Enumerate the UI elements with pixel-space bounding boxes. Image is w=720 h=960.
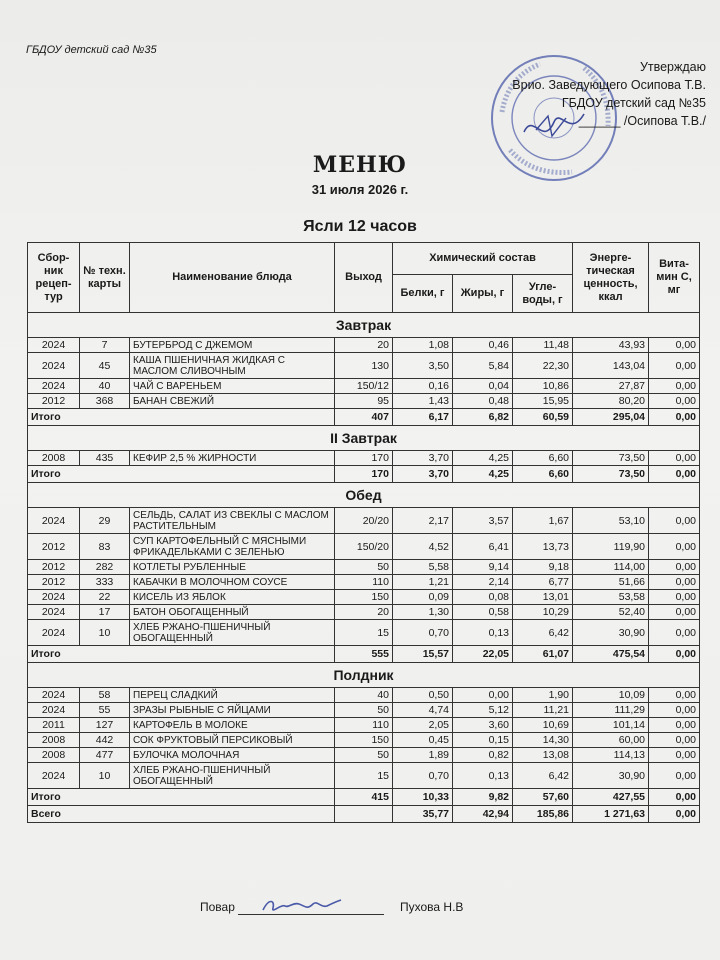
dish-name-cell: КИСЕЛЬ ИЗ ЯБЛОК [130, 590, 335, 605]
total-row [28, 466, 700, 483]
carbs-cell: 10,69 [513, 718, 573, 733]
energy-cell: 114,00 [573, 560, 649, 575]
collection-cell: 2012 [28, 560, 80, 575]
col-dish: Наименование блюда [130, 243, 335, 313]
dish-name-cell: СОК ФРУКТОВЫЙ ПЕРСИКОВЫЙ [130, 733, 335, 748]
fat-cell: 6,82 [453, 409, 513, 426]
output-cell: 555 [335, 646, 393, 663]
approve-line-1: Утверждаю [639, 60, 706, 74]
dish-name-cell: СЕЛЬДЬ, САЛАТ ИЗ СВЕКЛЫ С МАСЛОМ РАСТИТЕЛЬНЫМ [130, 508, 335, 534]
output-cell: 40 [335, 688, 393, 703]
fat-cell: 0,15 [453, 733, 513, 748]
fat-cell: 3,57 [453, 508, 513, 534]
protein-cell: 1,43 [393, 394, 453, 409]
carbs-cell: 185,86 [513, 806, 573, 823]
card-cell: 7 [80, 338, 130, 353]
energy-cell: 53,10 [573, 508, 649, 534]
fat-cell: 0,04 [453, 379, 513, 394]
dish-name-cell: БУТЕРБРОД С ДЖЕМОМ [130, 338, 335, 353]
protein-cell: 2,17 [393, 508, 453, 534]
carbs-cell: 10,86 [513, 379, 573, 394]
collection-cell: 2008 [28, 733, 80, 748]
table-row [28, 379, 700, 394]
output-cell: 130 [335, 353, 393, 379]
total-row [28, 789, 700, 806]
fat-cell: 4,25 [453, 466, 513, 483]
output-cell: 50 [335, 748, 393, 763]
section-title: Полдник [28, 663, 700, 688]
protein-cell: 4,52 [393, 534, 453, 560]
protein-cell: 5,58 [393, 560, 453, 575]
fat-cell: 22,05 [453, 646, 513, 663]
fat-cell: 0,82 [453, 748, 513, 763]
org-name: ГБДОУ детский сад №35 [26, 44, 157, 56]
vitamin-cell: 0,00 [649, 466, 700, 483]
carbs-cell: 11,48 [513, 338, 573, 353]
output-cell: 95 [335, 394, 393, 409]
protein-cell: 0,09 [393, 590, 453, 605]
energy-cell: 475,54 [573, 646, 649, 663]
table-row [28, 353, 700, 379]
fat-cell: 9,82 [453, 789, 513, 806]
vitamin-cell: 0,00 [649, 718, 700, 733]
dish-name-cell: ЗРАЗЫ РЫБНЫЕ С ЯЙЦАМИ [130, 703, 335, 718]
protein-cell: 0,16 [393, 379, 453, 394]
card-cell: 58 [80, 688, 130, 703]
carbs-cell: 6,42 [513, 620, 573, 646]
table-row [28, 590, 700, 605]
protein-cell: 3,70 [393, 466, 453, 483]
dish-name-cell: КАРТОФЕЛЬ В МОЛОКЕ [130, 718, 335, 733]
fat-cell: 0,58 [453, 605, 513, 620]
dish-name-cell: БАТОН ОБОГАЩЕННЫЙ [130, 605, 335, 620]
table-row [28, 748, 700, 763]
dish-name-cell: ХЛЕБ РЖАНО-ПШЕНИЧНЫЙ ОБОГАЩЕННЫЙ [130, 763, 335, 789]
grand-total-row [28, 806, 700, 823]
card-cell: 29 [80, 508, 130, 534]
energy-cell: 73,50 [573, 466, 649, 483]
energy-cell: 73,50 [573, 451, 649, 466]
output-cell: 170 [335, 451, 393, 466]
carbs-cell: 13,01 [513, 590, 573, 605]
energy-cell: 80,20 [573, 394, 649, 409]
protein-cell: 1,30 [393, 605, 453, 620]
table-row [28, 338, 700, 353]
output-cell: 407 [335, 409, 393, 426]
section-header [28, 663, 700, 688]
total-row [28, 409, 700, 426]
fat-cell: 0,08 [453, 590, 513, 605]
carbs-cell: 15,95 [513, 394, 573, 409]
dish-name-cell: ПЕРЕЦ СЛАДКИЙ [130, 688, 335, 703]
output-cell: 150/20 [335, 534, 393, 560]
collection-cell: 2024 [28, 508, 80, 534]
col-vitamin: Вита-мин С, мг [649, 243, 700, 313]
energy-cell: 30,90 [573, 763, 649, 789]
energy-cell: 53,58 [573, 590, 649, 605]
protein-cell: 0,45 [393, 733, 453, 748]
carbs-cell: 61,07 [513, 646, 573, 663]
section-title: Завтрак [28, 313, 700, 338]
table-row [28, 703, 700, 718]
fat-cell: 6,41 [453, 534, 513, 560]
fat-cell: 5,84 [453, 353, 513, 379]
page-title: МЕНЮ [312, 152, 408, 178]
fat-cell: 3,60 [453, 718, 513, 733]
protein-cell: 6,17 [393, 409, 453, 426]
output-cell: 110 [335, 575, 393, 590]
energy-cell: 51,66 [573, 575, 649, 590]
vitamin-cell: 0,00 [649, 534, 700, 560]
collection-cell: 2024 [28, 620, 80, 646]
fat-cell: 2,14 [453, 575, 513, 590]
protein-cell: 10,33 [393, 789, 453, 806]
collection-cell: 2012 [28, 394, 80, 409]
dish-name-cell: КАБАЧКИ В МОЛОЧНОМ СОУСЕ [130, 575, 335, 590]
card-cell: 442 [80, 733, 130, 748]
vitamin-cell: 0,00 [649, 763, 700, 789]
protein-cell: 35,77 [393, 806, 453, 823]
vitamin-cell: 0,00 [649, 748, 700, 763]
vitamin-cell: 0,00 [649, 806, 700, 823]
fat-cell: 0,46 [453, 338, 513, 353]
signature-icon [255, 890, 345, 920]
card-cell: 17 [80, 605, 130, 620]
total-label-cell: Итого [28, 466, 335, 483]
menu-table [27, 242, 700, 823]
dish-name-cell: ХЛЕБ РЖАНО-ПШЕНИЧНЫЙ ОБОГАЩЕННЫЙ [130, 620, 335, 646]
carbs-cell: 6,77 [513, 575, 573, 590]
output-cell: 170 [335, 466, 393, 483]
energy-cell: 1 271,63 [573, 806, 649, 823]
energy-cell: 60,00 [573, 733, 649, 748]
fat-cell: 0,13 [453, 763, 513, 789]
section-header [28, 426, 700, 451]
signature-footer [0, 890, 720, 930]
carbs-cell: 10,29 [513, 605, 573, 620]
section-header [28, 483, 700, 508]
output-cell: 110 [335, 718, 393, 733]
protein-cell: 1,89 [393, 748, 453, 763]
fat-cell: 42,94 [453, 806, 513, 823]
vitamin-cell: 0,00 [649, 451, 700, 466]
vitamin-cell: 0,00 [649, 379, 700, 394]
card-cell: 333 [80, 575, 130, 590]
carbs-cell: 13,73 [513, 534, 573, 560]
col-energy: Энерге-тическая ценность, ккал [573, 243, 649, 313]
collection-cell: 2024 [28, 605, 80, 620]
output-cell: 150 [335, 733, 393, 748]
vitamin-cell: 0,00 [649, 560, 700, 575]
card-cell: 10 [80, 620, 130, 646]
vitamin-cell: 0,00 [649, 733, 700, 748]
protein-cell: 0,70 [393, 620, 453, 646]
dish-name-cell: КОТЛЕТЫ РУБЛЕННЫЕ [130, 560, 335, 575]
table-row [28, 605, 700, 620]
output-cell [335, 806, 393, 823]
col-fat: Жиры, г [453, 275, 513, 313]
carbs-cell: 9,18 [513, 560, 573, 575]
output-cell: 20 [335, 338, 393, 353]
output-cell: 20 [335, 605, 393, 620]
approve-line-3: ГБДОУ детский сад №35 [561, 96, 706, 110]
vitamin-cell: 0,00 [649, 688, 700, 703]
total-label-cell: Итого [28, 409, 335, 426]
cook-label: Повар [200, 900, 235, 914]
vitamin-cell: 0,00 [649, 353, 700, 379]
total-label-cell: Итого [28, 789, 335, 806]
fat-cell: 4,25 [453, 451, 513, 466]
collection-cell: 2024 [28, 353, 80, 379]
card-cell: 45 [80, 353, 130, 379]
total-row [28, 646, 700, 663]
collection-cell: 2024 [28, 338, 80, 353]
collection-cell: 2012 [28, 534, 80, 560]
vitamin-cell: 0,00 [649, 338, 700, 353]
carbs-cell: 57,60 [513, 789, 573, 806]
output-cell: 50 [335, 560, 393, 575]
section-title: Обед [28, 483, 700, 508]
card-cell: 282 [80, 560, 130, 575]
approval-block [446, 58, 706, 130]
col-card: № техн. карты [80, 243, 130, 313]
vitamin-cell: 0,00 [649, 703, 700, 718]
section-header [28, 313, 700, 338]
card-cell: 368 [80, 394, 130, 409]
card-cell: 55 [80, 703, 130, 718]
energy-cell: 427,55 [573, 789, 649, 806]
output-cell: 415 [335, 789, 393, 806]
protein-cell: 15,57 [393, 646, 453, 663]
carbs-cell: 1,67 [513, 508, 573, 534]
energy-cell: 52,40 [573, 605, 649, 620]
table-row [28, 733, 700, 748]
energy-cell: 114,13 [573, 748, 649, 763]
output-cell: 15 [335, 763, 393, 789]
card-cell: 127 [80, 718, 130, 733]
carbs-cell: 6,60 [513, 466, 573, 483]
card-cell: 477 [80, 748, 130, 763]
energy-cell: 27,87 [573, 379, 649, 394]
collection-cell: 2024 [28, 379, 80, 394]
collection-cell: 2012 [28, 575, 80, 590]
collection-cell: 2024 [28, 763, 80, 789]
approve-line-2: Врио. Заведующего Осипова Т.В. [512, 78, 706, 92]
collection-cell: 2024 [28, 688, 80, 703]
vitamin-cell: 0,00 [649, 508, 700, 534]
card-cell: 83 [80, 534, 130, 560]
dish-name-cell: СУП КАРТОФЕЛЬНЫЙ С МЯСНЫМИ ФРИКАДЕЛЬКАМИ С ЗЕЛЕНЬЮ [130, 534, 335, 560]
table-row [28, 560, 700, 575]
card-cell: 22 [80, 590, 130, 605]
col-protein: Белки, г [393, 275, 453, 313]
carbs-cell: 22,30 [513, 353, 573, 379]
energy-cell: 43,93 [573, 338, 649, 353]
output-cell: 150/12 [335, 379, 393, 394]
fat-cell: 0,48 [453, 394, 513, 409]
protein-cell: 0,70 [393, 763, 453, 789]
cook-name: Пухова Н.В [400, 900, 464, 914]
dish-name-cell: БУЛОЧКА МОЛОЧНАЯ [130, 748, 335, 763]
col-collection: Сбор-ник рецеп-тур [28, 243, 80, 313]
table-row [28, 508, 700, 534]
output-cell: 150 [335, 590, 393, 605]
output-cell: 50 [335, 703, 393, 718]
menu-date: 31 июля 2026 г. [311, 182, 409, 197]
dish-name-cell: БАНАН СВЕЖИЙ [130, 394, 335, 409]
carbs-cell: 14,30 [513, 733, 573, 748]
collection-cell: 2024 [28, 590, 80, 605]
table-row [28, 718, 700, 733]
vitamin-cell: 0,00 [649, 789, 700, 806]
carbs-cell: 11,21 [513, 703, 573, 718]
carbs-cell: 6,42 [513, 763, 573, 789]
output-cell: 15 [335, 620, 393, 646]
protein-cell: 1,21 [393, 575, 453, 590]
vitamin-cell: 0,00 [649, 605, 700, 620]
table-row [28, 620, 700, 646]
col-chem: Химический состав [393, 243, 573, 275]
vitamin-cell: 0,00 [649, 590, 700, 605]
total-label-cell: Итого [28, 646, 335, 663]
card-cell: 40 [80, 379, 130, 394]
carbs-cell: 60,59 [513, 409, 573, 426]
table-row [28, 688, 700, 703]
table-row [28, 534, 700, 560]
dish-name-cell: КАША ПШЕНИЧНАЯ ЖИДКАЯ С МАСЛОМ СЛИВОЧНЫМ [130, 353, 335, 379]
vitamin-cell: 0,00 [649, 409, 700, 426]
protein-cell: 2,05 [393, 718, 453, 733]
energy-cell: 30,90 [573, 620, 649, 646]
carbs-cell: 6,60 [513, 451, 573, 466]
vitamin-cell: 0,00 [649, 575, 700, 590]
table-row [28, 575, 700, 590]
energy-cell: 101,14 [573, 718, 649, 733]
energy-cell: 10,09 [573, 688, 649, 703]
fat-cell: 0,00 [453, 688, 513, 703]
collection-cell: 2011 [28, 718, 80, 733]
fat-cell: 9,14 [453, 560, 513, 575]
approve-line-4: ______ /Осипова Т.В./ [578, 114, 706, 128]
total-label-cell: Всего [28, 806, 335, 823]
protein-cell: 0,50 [393, 688, 453, 703]
collection-cell: 2024 [28, 703, 80, 718]
collection-cell: 2008 [28, 748, 80, 763]
table-row [28, 763, 700, 789]
carbs-cell: 13,08 [513, 748, 573, 763]
carbs-cell: 1,90 [513, 688, 573, 703]
protein-cell: 3,50 [393, 353, 453, 379]
fat-cell: 5,12 [453, 703, 513, 718]
energy-cell: 143,04 [573, 353, 649, 379]
section-title: II Завтрак [28, 426, 700, 451]
energy-cell: 119,90 [573, 534, 649, 560]
collection-cell: 2008 [28, 451, 80, 466]
table-row [28, 394, 700, 409]
energy-cell: 111,29 [573, 703, 649, 718]
protein-cell: 1,08 [393, 338, 453, 353]
output-cell: 20/20 [335, 508, 393, 534]
menu-subtitle: Ясли 12 часов [303, 218, 417, 235]
dish-name-cell: ЧАЙ С ВАРЕНЬЕМ [130, 379, 335, 394]
fat-cell: 0,13 [453, 620, 513, 646]
dish-name-cell: КЕФИР 2,5 % ЖИРНОСТИ [130, 451, 335, 466]
menu-body [28, 313, 700, 823]
vitamin-cell: 0,00 [649, 620, 700, 646]
vitamin-cell: 0,00 [649, 646, 700, 663]
table-row [28, 451, 700, 466]
energy-cell: 295,04 [573, 409, 649, 426]
card-cell: 10 [80, 763, 130, 789]
protein-cell: 3,70 [393, 451, 453, 466]
protein-cell: 4,74 [393, 703, 453, 718]
vitamin-cell: 0,00 [649, 394, 700, 409]
card-cell: 435 [80, 451, 130, 466]
col-carbs: Угле-воды, г [513, 275, 573, 313]
col-output: Выход [335, 243, 393, 313]
